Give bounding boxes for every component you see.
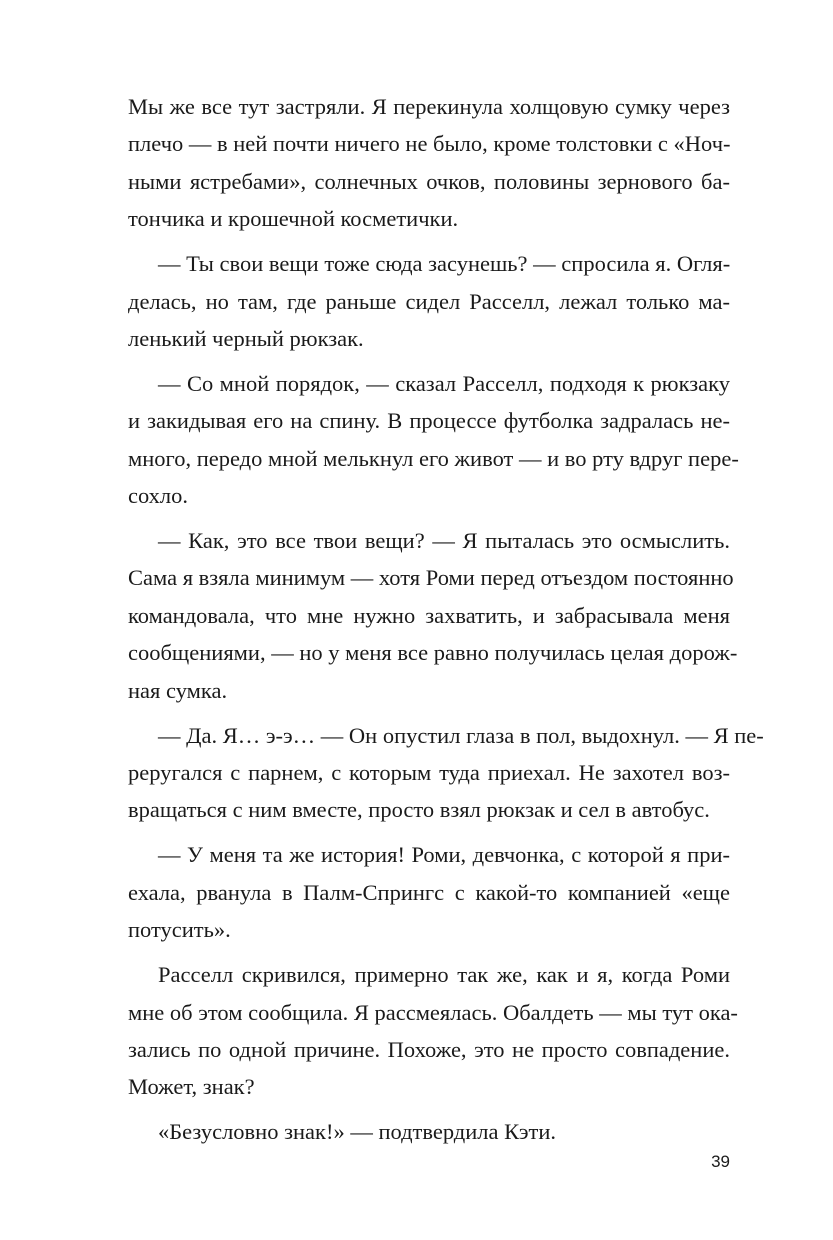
text-line: и закидывая его на спину. В процессе футболка задралась не- (128, 408, 730, 434)
text-line: много, передо мной мелькнул его живот — и во рту вдруг пере- (128, 445, 739, 471)
text-line: — Да. Я… э-э… — Он опустил глаза в пол, выдохнул. — Я пе- (158, 722, 764, 748)
text-line: ехала, рванула в Палм-Спрингс с какой-то компанией «еще (128, 879, 730, 905)
text-line: Сама я взяла минимум — хотя Роми перед отъездом постоянно (128, 565, 734, 591)
text-line: ленький черный рюкзак. (128, 325, 364, 351)
text-line: Мы же все тут застряли. Я перекинула холщовую сумку через (128, 94, 730, 119)
text-line: делась, но там, где раньше сидел Расселл, лежал только ма- (128, 288, 730, 314)
text-line: Расселл скривился, примерно так же, как и я, когда Роми (158, 962, 730, 988)
text-line: плечо — в ней почти ничего не было, кроме толстовки с «Ноч- (128, 131, 731, 157)
text-line: потусить». (128, 917, 231, 943)
paragraph (128, 717, 764, 829)
text-line: ная сумка. (128, 677, 228, 703)
paragraph (128, 245, 730, 357)
body-text (128, 88, 764, 1151)
text-line: сохло. (128, 483, 189, 509)
page-number: 39 (711, 1152, 730, 1171)
text-line: — Ты свои вещи тоже сюда засунешь? — спросила я. Огля- (158, 251, 731, 277)
text-line: «Безусловно знак!» — подтвердила Кэти. (158, 1119, 556, 1145)
text-line: — Как, это все твои вещи? — Я пыталась это осмыслить. (158, 528, 730, 554)
text-line: ными ястребами», солнечных очков, половины зернового ба- (128, 168, 730, 194)
text-line: зались по одной причине. Похоже, это не просто совпадение. (128, 1036, 730, 1062)
text-line: командовала, что мне нужно захватить, и забрасывала меня (128, 602, 730, 628)
paragraph (128, 365, 739, 515)
paragraph (128, 88, 730, 238)
text-line: Может, знак? (128, 1074, 255, 1100)
text-line: тончика и крошечной косметички. (128, 206, 459, 232)
paragraph (128, 522, 738, 709)
paragraph (128, 836, 730, 948)
text-line: — Со мной порядок, — сказал Расселл, подходя к рюкзаку (158, 370, 730, 396)
paragraph (128, 1113, 730, 1150)
text-line: реругался с парнем, с которым туда приехал. Не захотел воз- (128, 760, 730, 786)
text-line: сообщениями, — но у меня все равно получилась целая дорож- (128, 640, 738, 666)
text-line: — У меня та же история! Роми, девчонка, с которой я при- (158, 842, 730, 868)
text-line: мне об этом сообщила. Я рассмеялась. Обалдеть — мы тут ока- (128, 999, 738, 1025)
text-line: вращаться с ним вместе, просто взял рюкзак и сел в автобус. (128, 797, 710, 823)
paragraph (128, 956, 738, 1106)
